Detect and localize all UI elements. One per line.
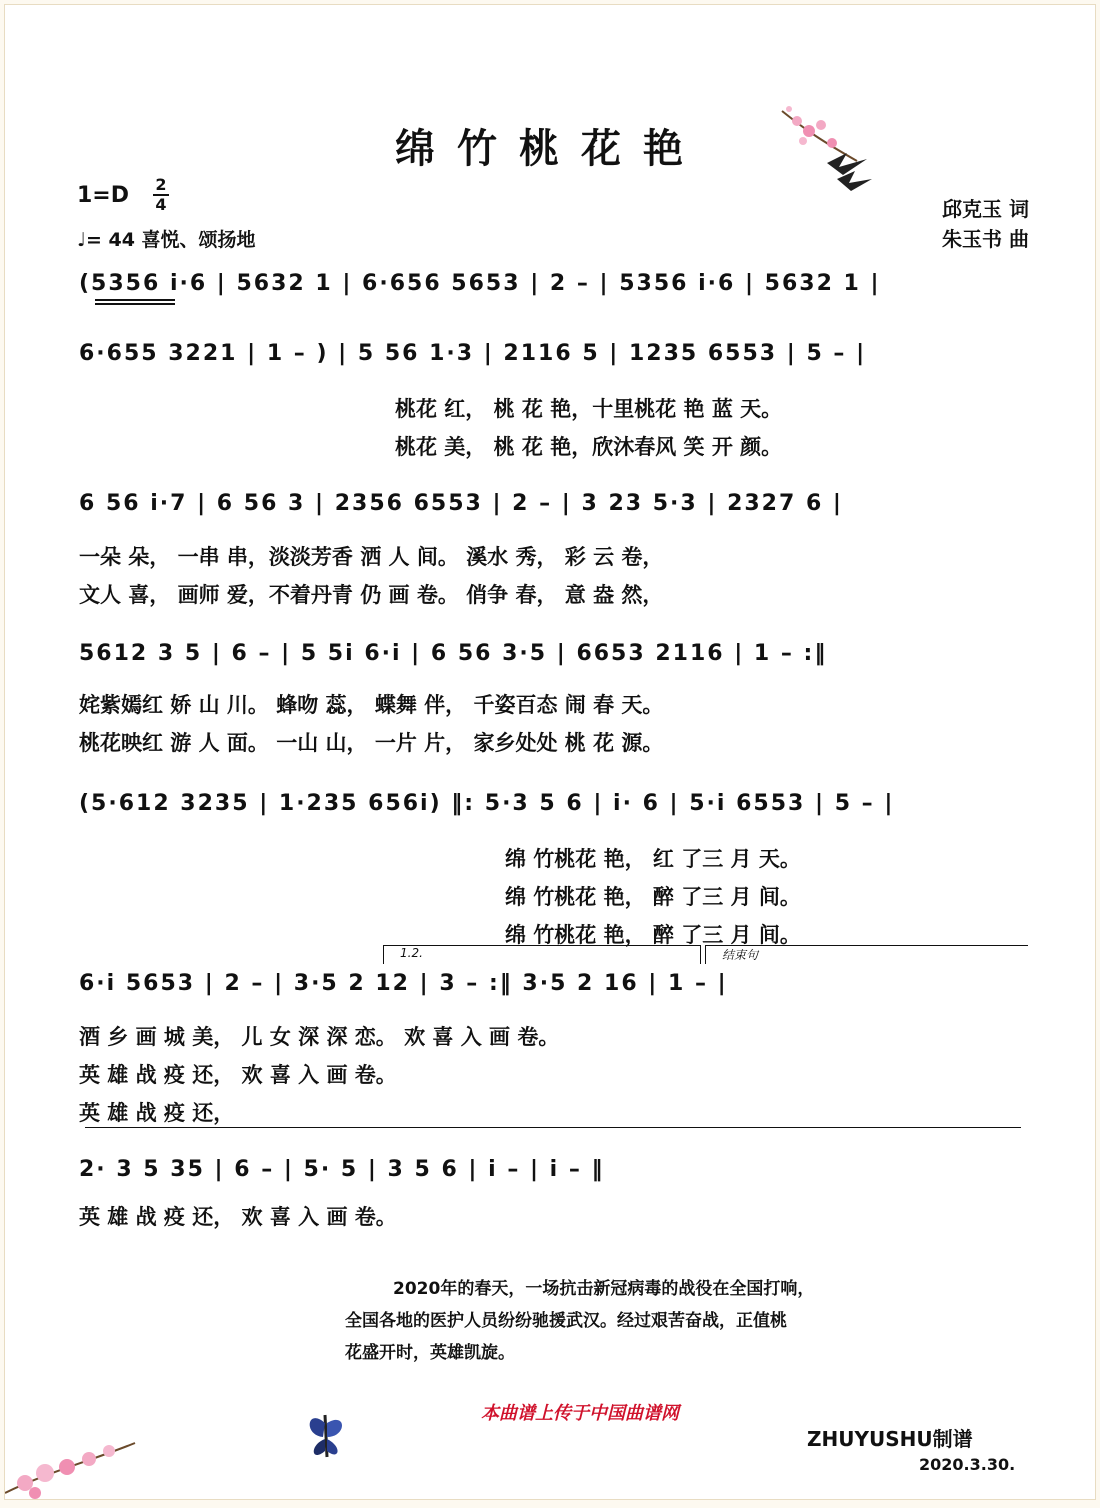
volta-bracket-1-2 bbox=[383, 945, 701, 964]
lyric-row-7-verse-1: 英 雄 战 疫 还， 欢 喜 入 画 卷。 bbox=[79, 1205, 397, 1229]
lyricist-credit: 邱克玉 词 bbox=[942, 197, 1029, 221]
lyric-row-6-verse-3: 英 雄 战 疫 还， bbox=[79, 1101, 235, 1125]
maker-credit: ZHUYUSHU制谱 bbox=[807, 1427, 973, 1451]
score-row-4-notes: 5612 3 5 | 6 – | 5 5i 6·i | 6 56 3·5 | 6653 2116 | 1 – :‖ bbox=[79, 641, 828, 666]
score-row-5-notes: (5·612 3235 | 1·235 656i) ‖: 5·3 5 6 | i· 6 | 5·i 6553 | 5 – | bbox=[79, 791, 895, 816]
page-title: 绵竹桃花艳 bbox=[395, 126, 705, 172]
time-signature bbox=[151, 177, 171, 213]
key-signature: 1=D bbox=[77, 183, 130, 208]
lyric-row-6-verse-1: 酒 乡 画 城 美， 儿 女 深 深 恋。 欢 喜 入 画 卷。 bbox=[79, 1025, 560, 1049]
lyric-row-5-verse-3: 绵 竹桃花 艳， 醉 了三 月 间。 bbox=[505, 923, 801, 947]
score-date: 2020.3.30. bbox=[919, 1455, 1016, 1474]
composer-credit: 朱玉书 曲 bbox=[942, 227, 1029, 251]
row-7-bracket-line bbox=[85, 1127, 1021, 1128]
score-row-2-notes: 6·655 3221 | 1 – ) | 5 56 1·3 | 2116 5 | 1235 6553 | 5 – | bbox=[79, 341, 867, 366]
butterfly-illustration bbox=[303, 1405, 349, 1463]
lyric-row-4-verse-1: 姹紫嫣红 娇 山 川。 蜂吻 蕊， 蝶舞 伴， 千姿百态 闹 春 天。 bbox=[79, 693, 664, 717]
volta-bracket-ending bbox=[705, 945, 1028, 964]
tempo-marking: ♩= 44 喜悦、颂扬地 bbox=[77, 229, 256, 251]
beam-line bbox=[95, 303, 175, 305]
lyric-row-2-verse-2: 桃花 美， 桃 花 艳，欣沐春风 笑 开 颜。 bbox=[395, 435, 783, 459]
score-page bbox=[4, 4, 1096, 1500]
time-sig-top: 2 bbox=[155, 175, 167, 194]
corner-blossom-illustration bbox=[5, 1423, 145, 1499]
lyric-row-6-verse-2: 英 雄 战 疫 还， 欢 喜 入 画 卷。 bbox=[79, 1063, 397, 1087]
story-line-1: 2020年的春天，一场抗击新冠病毒的战役在全国打响， bbox=[393, 1279, 815, 1299]
lyric-row-3-verse-1: 一朵 朵， 一串 串，淡淡芳香 洒 人 间。 溪水 秀， 彩 云 卷， bbox=[79, 545, 664, 569]
volta-label-1-2: 1.2. bbox=[400, 946, 423, 960]
beam-line bbox=[95, 299, 175, 301]
story-line-3: 花盛开时，英雄凯旋。 bbox=[345, 1343, 515, 1363]
lyric-row-4-verse-2: 桃花映红 游 人 面。 一山 山， 一片 片， 家乡处处 桃 花 源。 bbox=[79, 731, 664, 755]
score-row-1-notes: (5356 i·6 | 5632 1 | 6·656 5653 | 2 – | 5356 i·6 | 5632 1 | bbox=[79, 271, 881, 296]
story-line-2: 全国各地的医护人员纷纷驰援武汉。经过艰苦奋战，正值桃 bbox=[345, 1311, 787, 1331]
score-row-6-notes: 6·i 5653 | 2 – | 3·5 2 12 | 3 – :‖ 3·5 2 16 | 1 – | bbox=[79, 971, 728, 996]
score-row-3-notes: 6 56 i·7 | 6 56 3 | 2356 6553 | 2 – | 3 23 5·3 | 2327 6 | bbox=[79, 491, 843, 516]
source-note: 本曲谱上传于中国曲谱网 bbox=[481, 1403, 679, 1424]
lyric-row-5-verse-2: 绵 竹桃花 艳， 醉 了三 月 间。 bbox=[505, 885, 801, 909]
time-sig-bottom: 4 bbox=[155, 195, 167, 214]
score-row-7-notes: 2· 3 5 35 | 6 – | 5· 5 | 3 5 6 | i – | i – ‖ bbox=[79, 1157, 605, 1182]
lyric-row-3-verse-2: 文人 喜， 画师 爱，不着丹青 仍 画 卷。 俏争 春， 意 盎 然， bbox=[79, 583, 664, 607]
lyric-row-5-verse-1: 绵 竹桃花 艳， 红 了三 月 天。 bbox=[505, 847, 801, 871]
lyric-row-2-verse-1: 桃花 红， 桃 花 艳，十里桃花 艳 蓝 天。 bbox=[395, 397, 783, 421]
volta-label-ending: 结束句 bbox=[722, 948, 759, 962]
